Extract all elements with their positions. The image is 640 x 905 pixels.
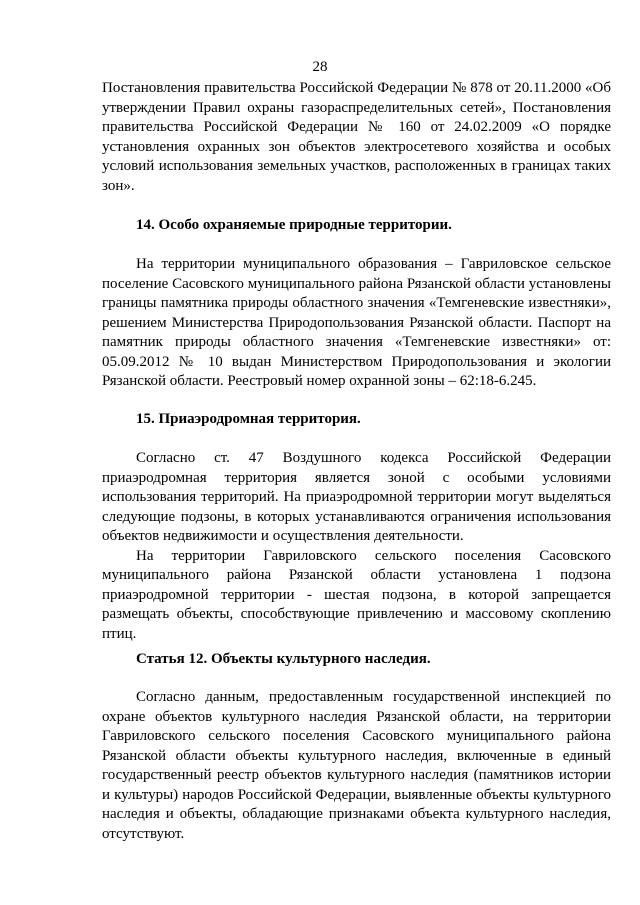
- section-heading-cultural-heritage: Статья 12. Объекты культурного наследия.: [136, 651, 431, 667]
- section-heading-protected-areas: 14. Особо охраняемые природные территории.: [136, 217, 452, 233]
- paragraph: На территории Гавриловского сельского поселения Сасовского муниципального района Рязанской области установлена 1 подзона приаэродромной территории - шестая подзона, в которой запрещается размещать объекты, способствующие привлечению и массовому скоплению птиц.: [102, 547, 611, 642]
- section-body-protected-areas: [102, 255, 611, 392]
- section-heading-aerodrome: 15. Приаэродромная территория.: [136, 411, 361, 427]
- section-body-aerodrome: [102, 449, 611, 644]
- section-body-cultural-heritage: [102, 688, 611, 844]
- intro-paragraph: Постановления правительства Российской Федерации № 878 от 20.11.2000 «Об утверждении Правил охраны газораспределительных сетей», Постановления правительства Российской Федерации № 160 от 24.02.2009 «О порядке установления охранных зон объектов электросетевого хозяйства и особых условий использования земельных участков, расположенных в границах таких зон».: [102, 80, 611, 194]
- paragraph: Согласно данным, предоставленным государственной инспекцией по охране объектов культурного наследия Рязанской области, на территории Гавриловского сельского поселения Сасовского муниципального района Рязанской области объекты культурного наследия, включенные в единый государственный реестр объектов культурного наследия (памятников истории и культуры) народов Российской Федерации, выявленные объекты культурного наследия и объекты, обладающие признаками объекта культурного наследия, отсутствуют.: [102, 689, 611, 842]
- paragraph: Согласно ст. 47 Воздушного кодекса Российской Федерации приаэродромная территория является зоной с особыми условиями использования территорий. На приаэродромной территории могут выделяться следующие подзоны, в которых устанавливаются ограничения использования объектов недвижимости и осуществления деятельности.: [102, 450, 611, 544]
- page-number: 28: [312, 59, 328, 75]
- paragraph: На территории муниципального образования – Гавриловское сельское поселение Сасовского муниципального района Рязанской области установлены границы памятника природы областного значения «Темгеневские известняки», решением Министерства Природопользования Рязанской области. Паспорт на памятник природы областного значения «Темгеневские известняки» от: 05.09.2012 № 10 выдан Министерством Природопользования и экологии Рязанской области. Реестровый номер охранной зоны – 62:18-6.245.: [102, 256, 611, 389]
- intro-block: [102, 79, 611, 196]
